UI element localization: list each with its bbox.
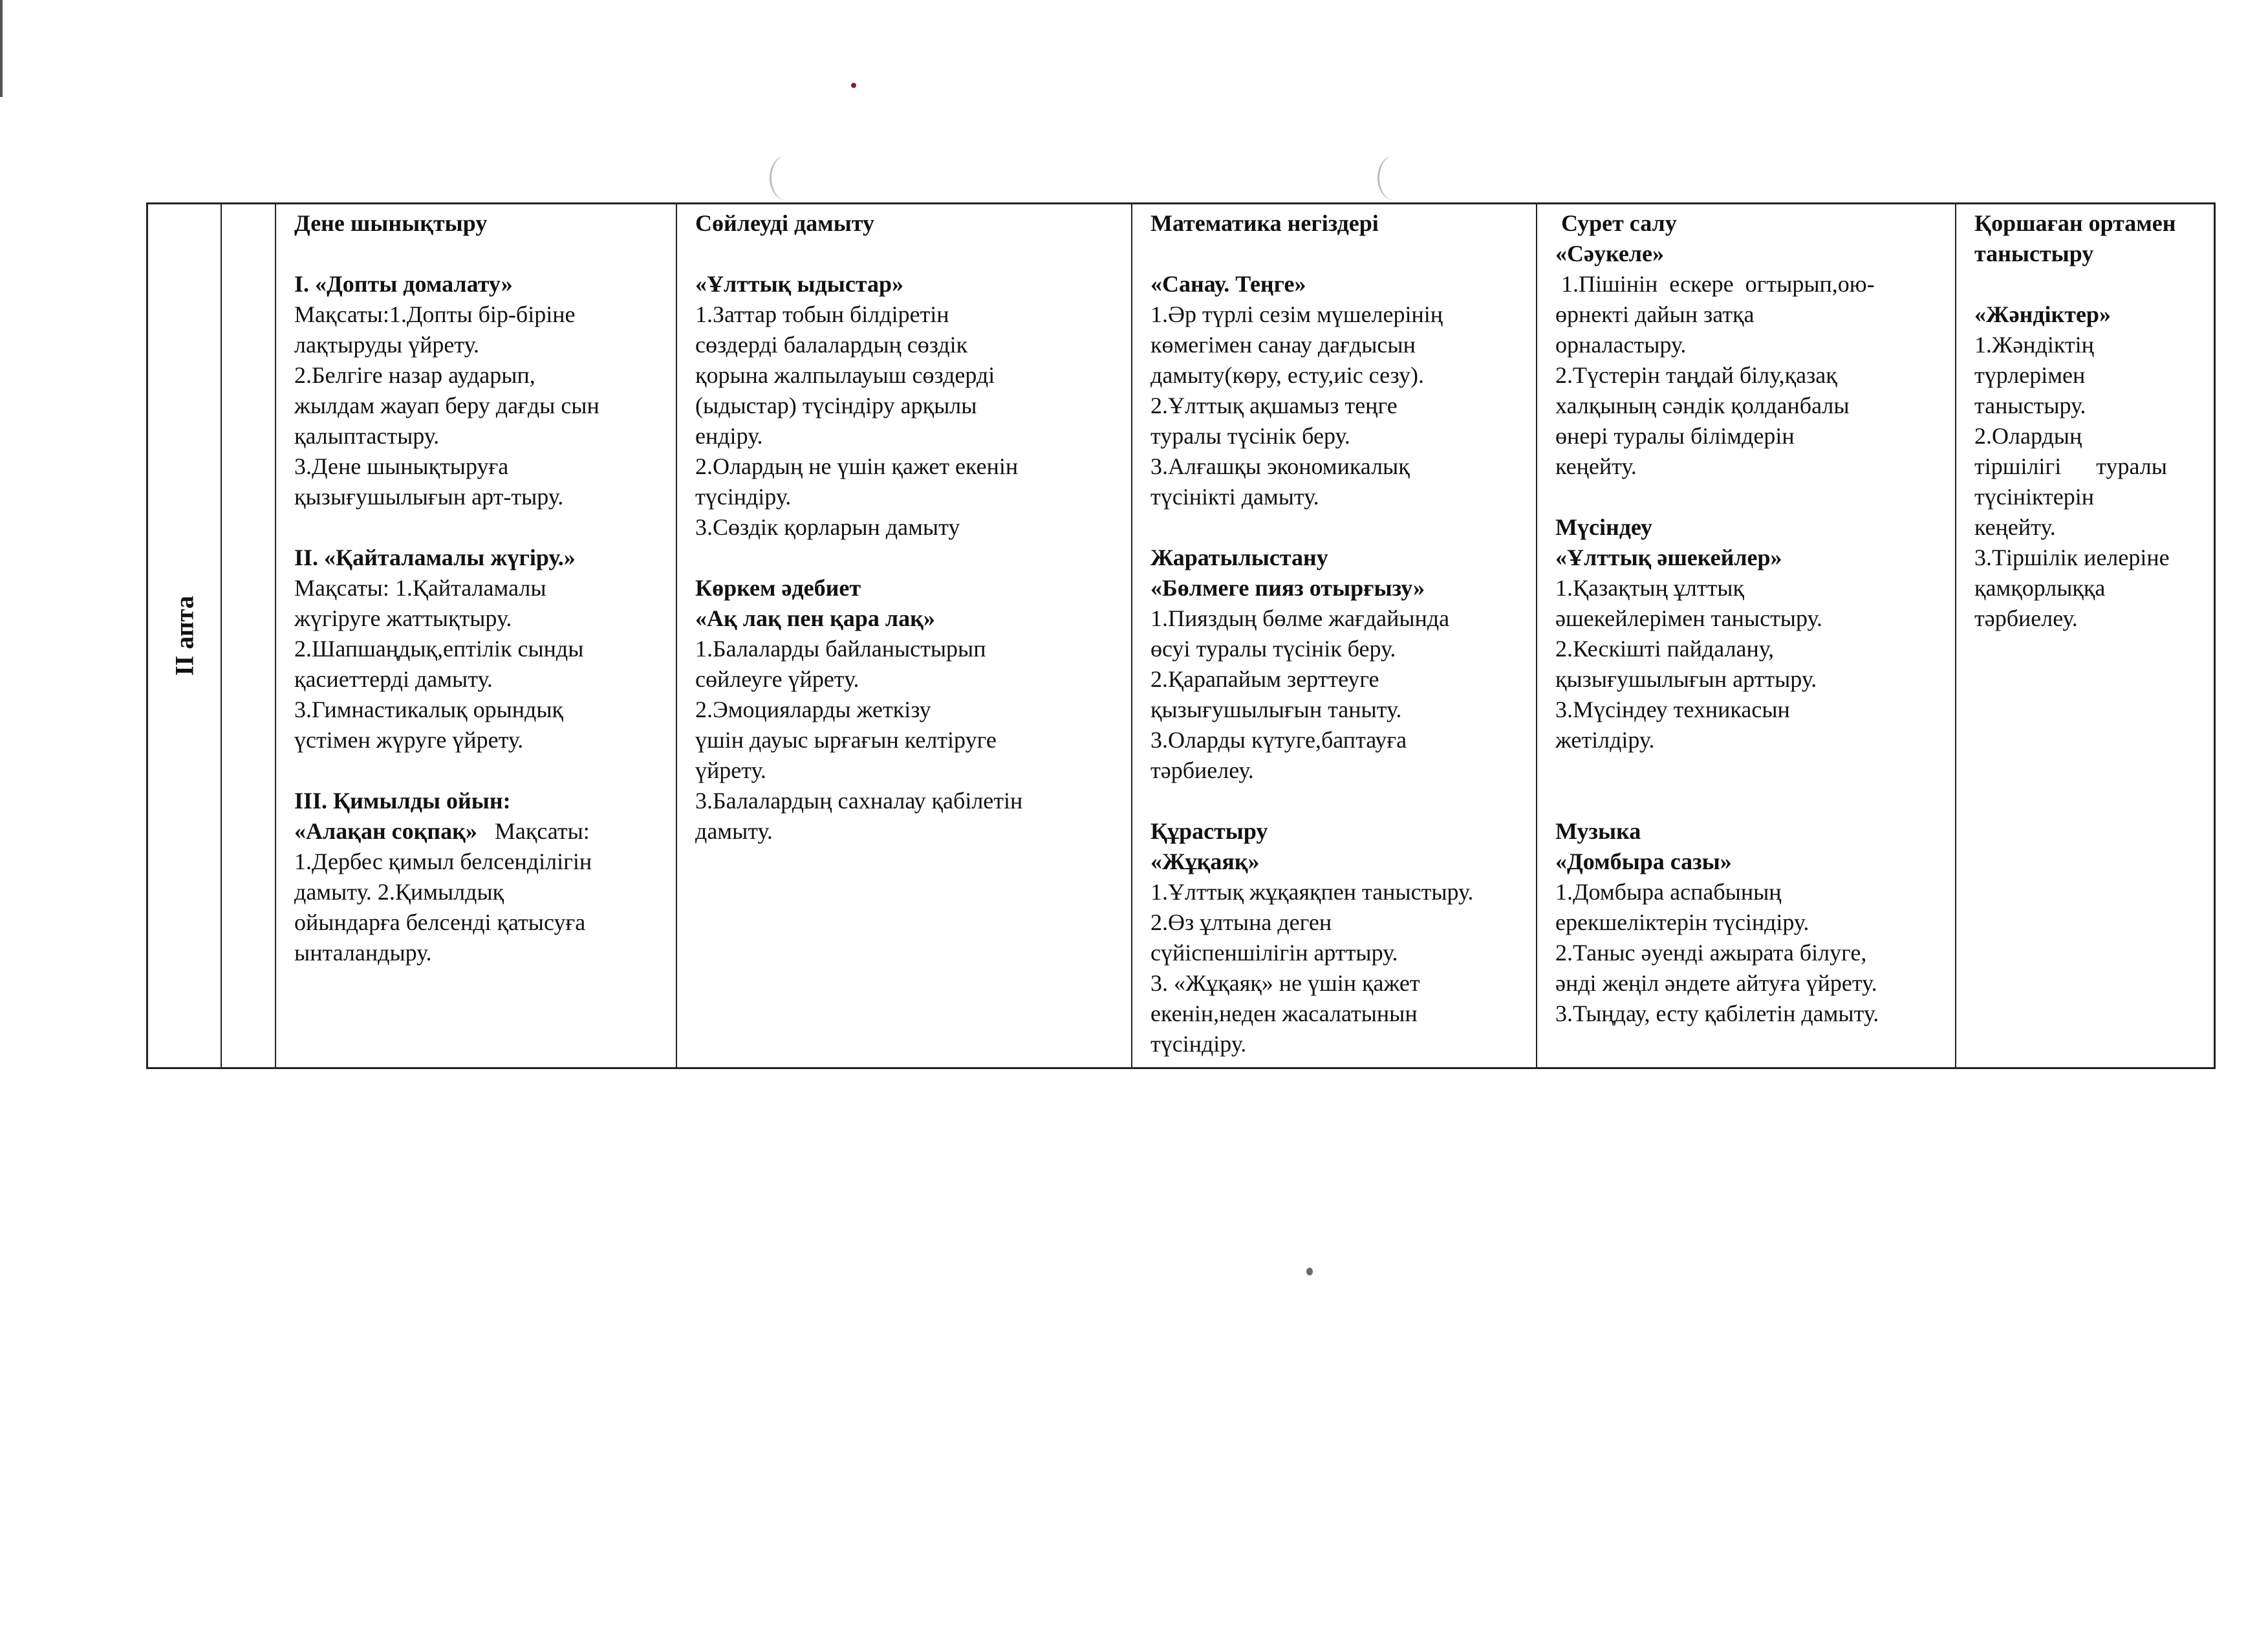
column-physical-education — [276, 204, 677, 1067]
dust-speck — [1306, 1268, 1313, 1275]
column-speech-development — [677, 204, 1132, 1067]
activity-line: 1.Пияздың бөлме жағдайында — [1150, 605, 1450, 631]
activity-line: қамқорлыққа — [1974, 575, 2106, 601]
activity-line: қалыптастыру. — [294, 423, 440, 449]
activity-line: үйрету. — [695, 757, 766, 783]
activity-title: Музыка — [1555, 818, 1641, 844]
activity-line: дамыту(көру, есту,иіс сезу). — [1150, 362, 1424, 388]
activity-title: III. Қимылды ойын: — [294, 788, 511, 814]
activity-line: 1.Ұлттық жұқаяқпен таныстыру. — [1150, 879, 1474, 905]
activity-title: Мүсіндеу — [1555, 514, 1652, 540]
activity-line: ойындарға белсенді қатысуға — [294, 909, 586, 935]
scan-edge-line — [0, 0, 3, 97]
activity-line: түсіндіру. — [1150, 1031, 1247, 1057]
week-label: II апта — [169, 596, 199, 676]
activity-line: 2.Қарапайым зерттеуге — [1150, 666, 1379, 692]
activity-line: түсініктерін — [1974, 484, 2094, 510]
activity-line: 2.Кескішті пайдалану, — [1555, 636, 1775, 662]
activity-line: (ыдыстар) түсіндіру арқылы — [695, 393, 977, 418]
activity-line: 3.Сөздік қорларын дамыту — [695, 514, 960, 540]
activity-line: 2.Белгіге назар аударып, — [294, 362, 535, 388]
activity-goal-label: Мақсаты: — [477, 818, 590, 844]
activity-line: 1.Заттар тобын білдіретін — [695, 301, 949, 327]
activity-line: 1.Пішінін ескере огтырып,ою- — [1555, 271, 1875, 297]
activity-line: көмегімен санау дағдысын — [1150, 332, 1416, 358]
activity-line: 2.Олардың — [1974, 423, 2082, 449]
activity-line: ерекшеліктерін түсіндіру. — [1555, 909, 1809, 935]
activity-line: кеңейту. — [1974, 514, 2056, 540]
activity-subtitle: «Бөлмеге пияз отырғызу» — [1150, 575, 1425, 601]
activity-line: 3.Тыңдау, есту қабілетін дамыту. — [1555, 1001, 1879, 1026]
activity-line: 3.Оларды күтуге,баптауға — [1150, 727, 1407, 753]
activity-line: 2.Өз ұлтына деген — [1150, 909, 1332, 935]
binder-hole-mark — [1377, 155, 1412, 200]
binder-hole-mark — [770, 155, 804, 200]
activity-line: дамыту. — [695, 818, 773, 844]
subject-heading: таныстыру — [1974, 241, 2094, 266]
activity-line: өрнекті дайын затқа — [1555, 301, 1755, 327]
activity-line: орналастыру. — [1555, 332, 1687, 358]
activity-title: «Санау. Теңге» — [1150, 271, 1306, 297]
activity-line: сөздерді балалардың сөздік — [695, 332, 968, 358]
activity-line: өсуі туралы түсінік беру. — [1150, 636, 1396, 662]
activity-title: «Ұлттық ыдыстар» — [695, 271, 903, 297]
activity-title: Құрастыру — [1150, 818, 1268, 844]
activity-line: әшекейлерімен таныстыру. — [1555, 605, 1822, 631]
activity-line: жылдам жауап беру дағды сын — [294, 393, 599, 418]
subject-heading: Математика негіздері — [1150, 210, 1379, 236]
activity-line: қызығушылығын арт-тыру. — [294, 484, 564, 510]
activity-subtitle: «Жұқаяқ» — [1150, 849, 1260, 874]
activity-line: үстімен жүруге үйрету. — [294, 727, 524, 753]
activity-line: 2.Таныс әуенді ажырата білуге, — [1555, 940, 1867, 966]
activity-title: «Сәукеле» — [1555, 241, 1664, 266]
activity-line: 1.Домбыра аспабының — [1555, 879, 1782, 905]
subject-heading: Сөйлеуді дамыту — [695, 210, 875, 236]
activity-line: түсіндіру. — [695, 484, 792, 510]
blank-column — [222, 204, 276, 1067]
activity-line: әнді жеңіл әндете айтуға үйрету. — [1555, 970, 1877, 996]
activity-line: 3.Дене шынықтыруға — [294, 453, 509, 479]
activity-line: 1.Балаларды байланыстырып — [695, 636, 986, 662]
activity-line: түрлерімен — [1974, 362, 2086, 388]
activity-line: таныстыру. — [1974, 393, 2086, 418]
activity-line: тәрбиелеу. — [1150, 757, 1254, 783]
activity-line: лақтыруды үйрету. — [294, 332, 480, 358]
activity-line: 1.Дербес қимыл белсенділігін — [294, 849, 592, 874]
activity-title: Жаратылыстану — [1150, 545, 1328, 570]
activity-line: 2.Эмоцияларды жеткізу — [695, 697, 931, 722]
activity-line: 2.Ұлттық ақшамыз теңге — [1150, 393, 1398, 418]
activity-line: 3. «Жұқаяқ» не үшін қажет — [1150, 970, 1420, 996]
activity-line: қасиеттерді дамыту. — [294, 666, 493, 692]
activity-line: 3.Мүсіндеу техникасын — [1555, 697, 1790, 722]
activity-line: 2.Шапшаңдық,ептілік сынды — [294, 636, 584, 662]
activity-subtitle: «Ұлттық әшекейлер» — [1555, 545, 1782, 570]
activity-line: тәрбиелеу. — [1974, 605, 2078, 631]
activity-line: қызығушылығын арттыру. — [1555, 666, 1817, 692]
activity-line: 2.Олардың не үшін қажет екенін — [695, 453, 1019, 479]
activity-line: өнері туралы білімдерін — [1555, 423, 1795, 449]
activity-line: 1.Әр түрлі сезім мүшелерінің — [1150, 301, 1443, 327]
activity-subtitle: «Ақ лақ пен қара лақ» — [695, 605, 935, 631]
subject-heading: Дене шынықтыру — [294, 210, 488, 236]
activity-title: II. «Қайталамалы жүгіру.» — [294, 545, 576, 570]
activity-line: Мақсаты: 1.Қайталамалы — [294, 575, 546, 601]
activity-line: 1.Жәндіктің — [1974, 332, 2094, 358]
activity-line: халқының сәндік қолданбалы — [1555, 393, 1850, 418]
activity-subtitle: «Домбыра сазы» — [1555, 849, 1732, 874]
activity-line: 3.Тіршілік иелеріне — [1974, 545, 2170, 570]
activity-line: жүгіруге жаттықтыру. — [294, 605, 512, 631]
weekly-plan-table — [146, 202, 2216, 1069]
activity-line: үшін дауыс ырғағын келтіруге — [695, 727, 997, 753]
activity-line: сүйіспеншілігін арттыру. — [1150, 940, 1398, 966]
activity-title: Көркем әдебиет — [695, 575, 861, 601]
column-drawing — [1537, 204, 1956, 1067]
activity-line: 3.Алғашқы экономикалық — [1150, 453, 1410, 479]
subject-heading: Сурет салу — [1555, 210, 1677, 236]
activity-line: екенін,неден жасалатынын — [1150, 1001, 1418, 1026]
activity-line: 3.Балалардың сахналау қабілетін — [695, 788, 1023, 814]
week-column — [148, 204, 222, 1067]
column-environment — [1956, 204, 2214, 1067]
activity-line: ынталандыру. — [294, 940, 432, 966]
activity-line: қызығушылығын таныту. — [1150, 697, 1402, 722]
activity-line: қорына жалпылауыш сөздерді — [695, 362, 995, 388]
red-speck — [851, 83, 856, 88]
subject-heading: Қоршаған ортамен — [1974, 210, 2176, 236]
activity-line: жетілдіру. — [1555, 727, 1655, 753]
activity-line: 2.Түстерін таңдай білу,қазақ — [1555, 362, 1837, 388]
activity-line: 1.Қазақтың ұлттық — [1555, 575, 1744, 601]
activity-line: тіршілігі туралы — [1974, 453, 2167, 479]
activity-line: дамыту. 2.Қимылдық — [294, 879, 504, 905]
activity-line: ендіру. — [695, 423, 763, 449]
activity-line: туралы түсінік беру. — [1150, 423, 1350, 449]
column-mathematics — [1132, 204, 1537, 1067]
activity-title: I. «Допты домалату» — [294, 271, 513, 297]
activity-line: кеңейту. — [1555, 453, 1637, 479]
activity-subtitle: «Алақан соқпақ» — [294, 818, 477, 844]
activity-title: «Жәндіктер» — [1974, 301, 2111, 327]
activity-line: Мақсаты:1.Допты бір-біріне — [294, 301, 576, 327]
activity-line: түсінікті дамыту. — [1150, 484, 1319, 510]
activity-line: сөйлеуге үйрету. — [695, 666, 859, 692]
activity-line: 3.Гимнастикалық орындық — [294, 697, 564, 722]
